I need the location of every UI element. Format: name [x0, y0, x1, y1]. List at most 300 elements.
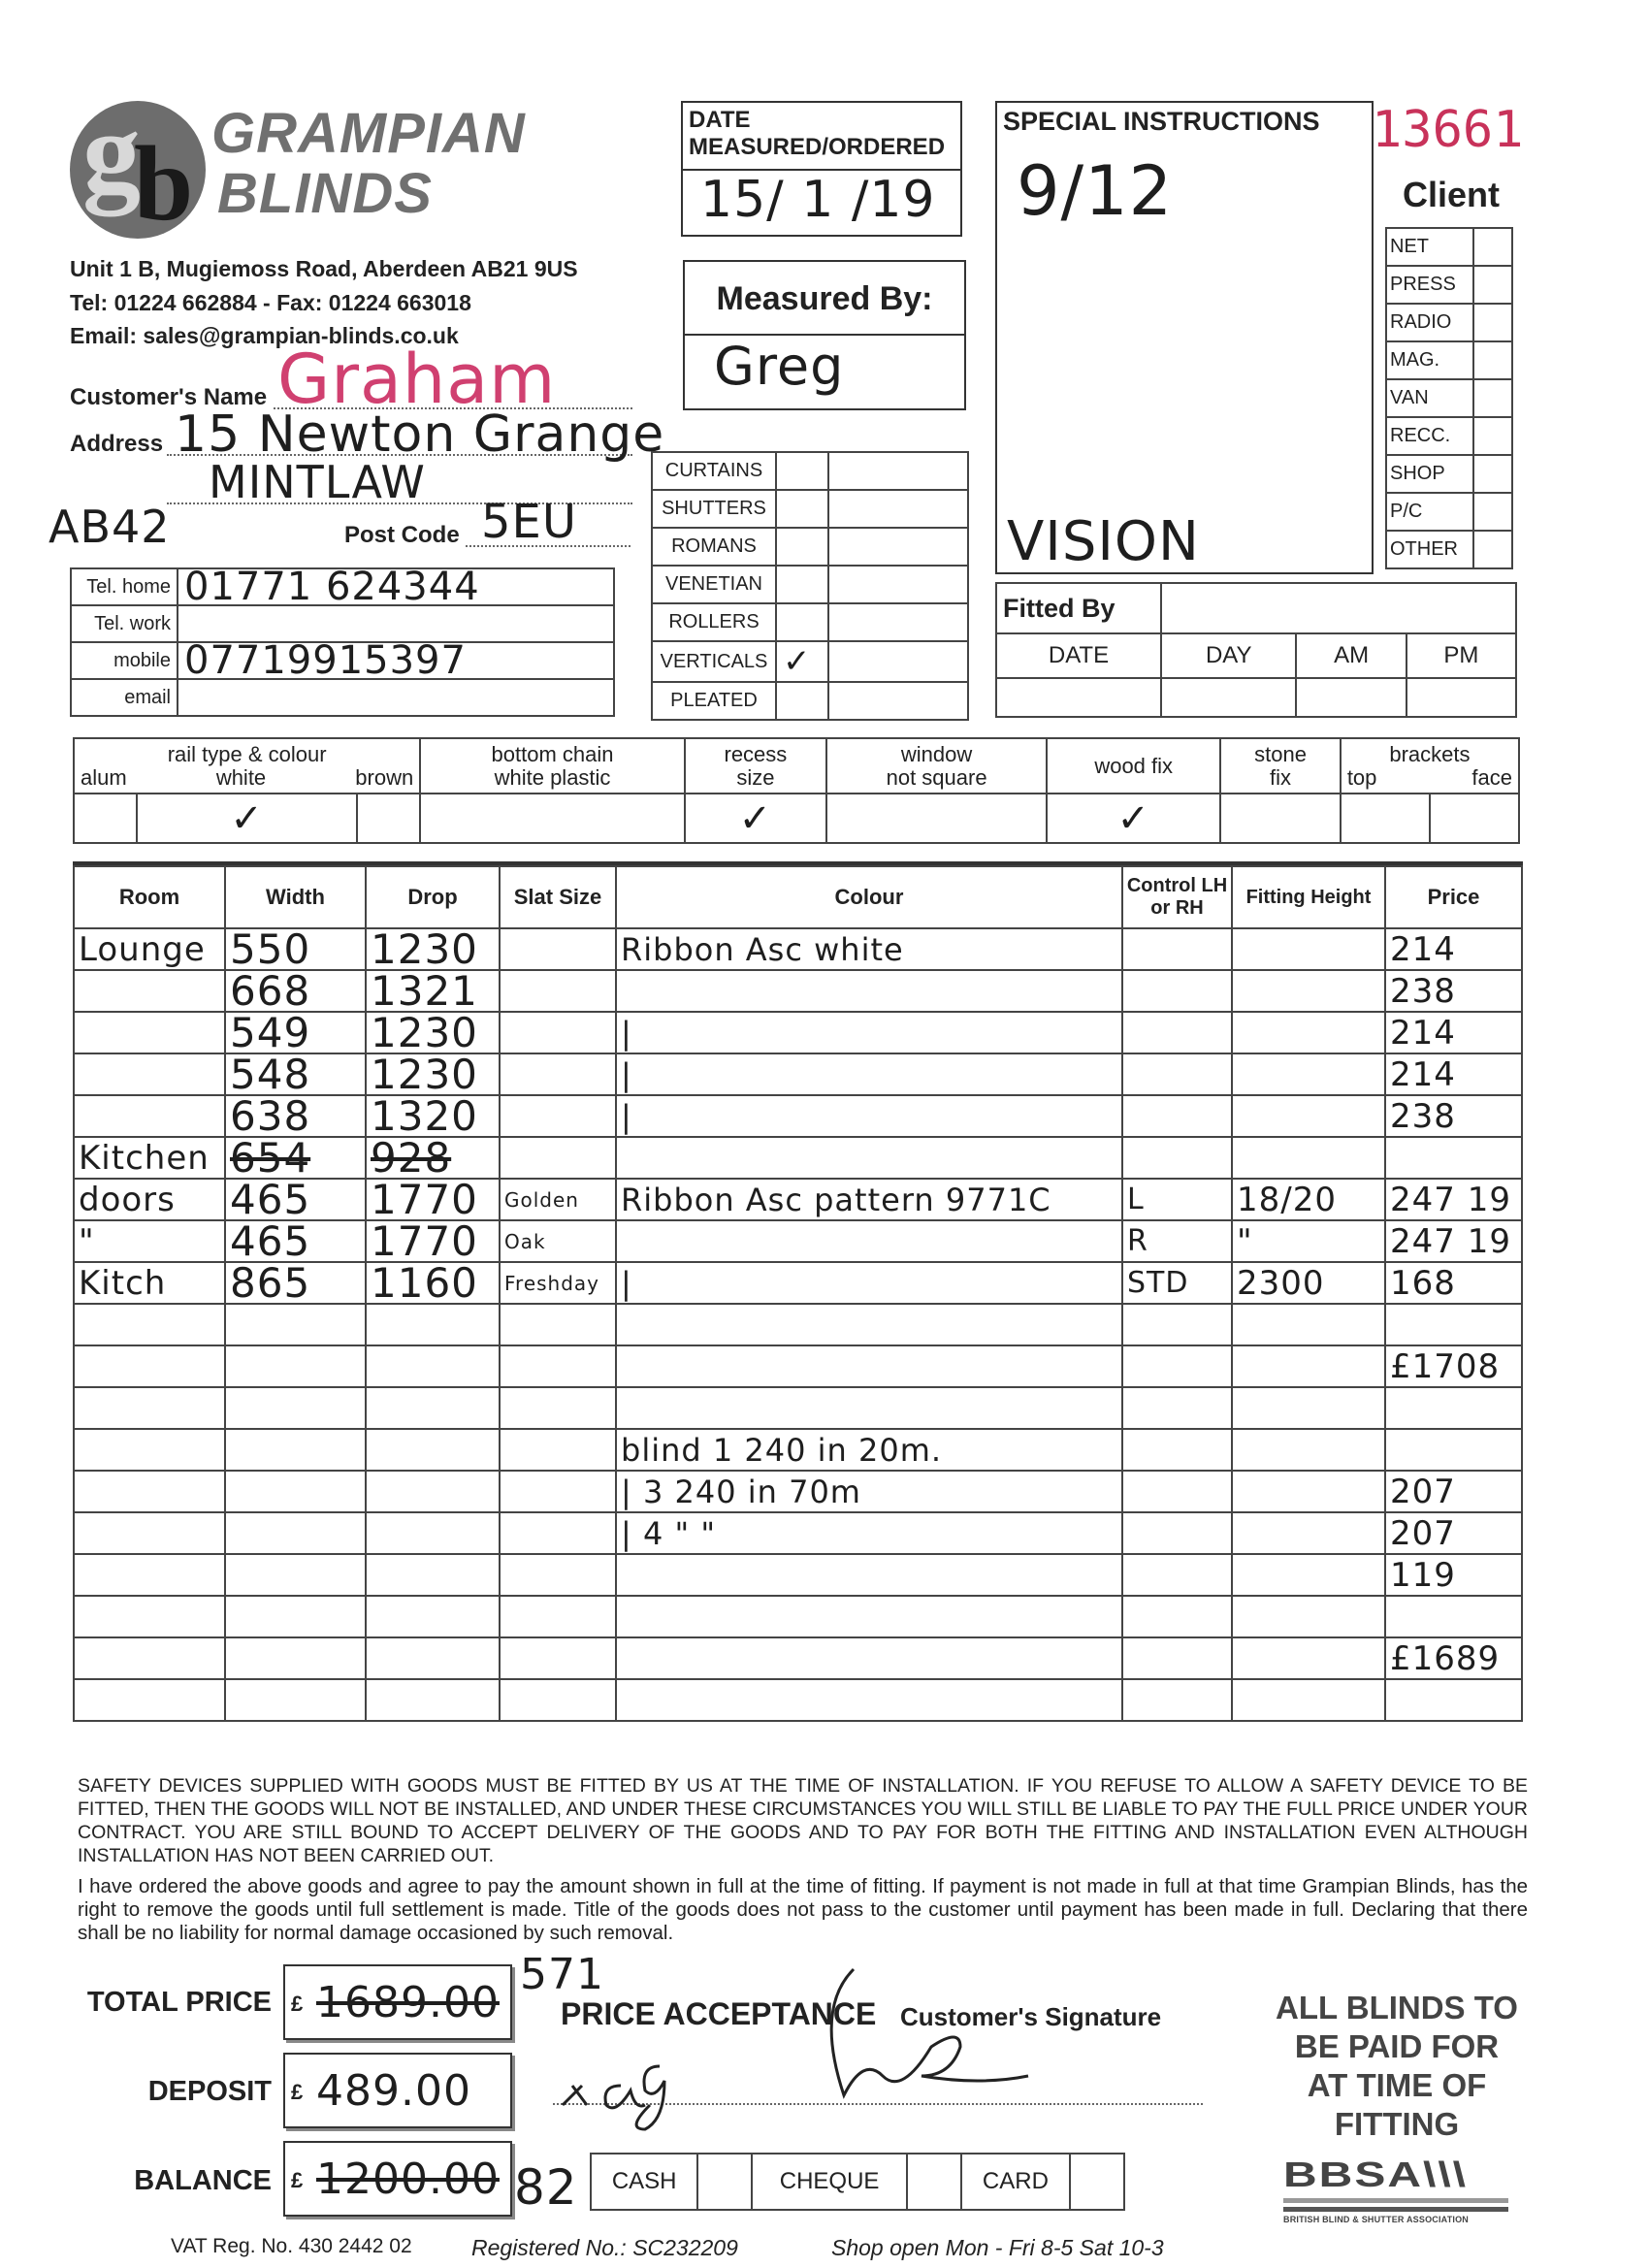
option-checkbox[interactable]: ✓ — [685, 794, 826, 843]
cell-drop[interactable] — [366, 1679, 500, 1721]
blind-type-checkbox[interactable] — [776, 603, 828, 641]
measured-by-value[interactable]: Greg — [714, 336, 845, 397]
cell-room[interactable]: Kitch — [74, 1262, 225, 1304]
cell-colour[interactable]: blind 1 240 in 20m. — [616, 1429, 1122, 1471]
company-phone: Tel: 01224 662884 - Fax: 01224 663018 — [70, 290, 471, 315]
address-line1[interactable]: 15 Newton Grange — [175, 405, 665, 464]
cell-control-lh-or-rh[interactable] — [1122, 1304, 1232, 1345]
total-price-value: 1689.00 — [316, 1978, 500, 2027]
table-row — [74, 1095, 1522, 1137]
date-box — [681, 101, 962, 237]
client-source-row — [1386, 228, 1512, 266]
option-checkbox[interactable] — [826, 794, 1047, 843]
blind-type-notes[interactable] — [828, 603, 968, 641]
cell-colour[interactable]: | — [616, 1262, 1122, 1304]
cell-width[interactable] — [225, 1512, 366, 1554]
table-row — [74, 1137, 1522, 1179]
cell-control-lh-or-rh[interactable] — [1122, 1387, 1232, 1429]
cell-drop[interactable]: 1160 — [366, 1262, 500, 1304]
cell-fitting-height[interactable] — [1232, 1387, 1385, 1429]
option-label: brackets — [1389, 741, 1471, 766]
cell-colour[interactable] — [616, 1387, 1122, 1429]
cell-room[interactable] — [74, 1095, 225, 1137]
cell-width[interactable]: 654 — [225, 1137, 366, 1179]
cell-price[interactable]: 168 — [1385, 1262, 1522, 1304]
cell-fitting-height[interactable] — [1232, 1679, 1385, 1721]
option-checkbox[interactable] — [420, 794, 685, 843]
blind-type-checkbox[interactable] — [776, 682, 828, 720]
payment-card-checkbox[interactable] — [1070, 2154, 1124, 2210]
cell-fitting-height[interactable] — [1232, 1053, 1385, 1095]
cell-room[interactable] — [74, 1554, 225, 1596]
cell-control-lh-or-rh[interactable] — [1122, 1345, 1232, 1387]
blind-type-checkbox[interactable] — [776, 490, 828, 528]
cell-fitting-height[interactable] — [1232, 1554, 1385, 1596]
address-line2[interactable]: MINTLAW — [209, 456, 426, 508]
cell-room[interactable] — [74, 1471, 225, 1512]
cell-slat-size[interactable] — [500, 1387, 616, 1429]
special-instructions-label: SPECIAL INSTRUCTIONS — [1003, 107, 1320, 136]
column-header: Slat Size — [500, 866, 616, 928]
logo-letter-b: b — [134, 124, 194, 243]
cell-drop[interactable] — [366, 1471, 500, 1512]
table-row — [74, 970, 1522, 1012]
option-checkbox[interactable]: ✓ — [137, 794, 357, 843]
cell-price[interactable]: £1708 — [1385, 1345, 1522, 1387]
blind-type-checkbox[interactable]: ✓ — [776, 641, 828, 682]
option-checkbox[interactable] — [1430, 794, 1519, 843]
measured-by-box — [683, 260, 966, 410]
cell-drop[interactable] — [366, 1304, 500, 1345]
fitted-by-column-pm: PM — [1406, 633, 1516, 678]
client-source-row — [1386, 493, 1512, 531]
option-header — [826, 738, 1047, 794]
blind-type-notes[interactable] — [828, 528, 968, 566]
cell-slat-size[interactable] — [500, 1679, 616, 1721]
cell-colour[interactable]: | 3 240 in 70m — [616, 1471, 1122, 1512]
option-header — [74, 738, 420, 794]
cell-control-lh-or-rh[interactable] — [1122, 928, 1232, 970]
cell-width[interactable] — [225, 1554, 366, 1596]
brand-name-line2: BLINDS — [217, 162, 433, 225]
agreement-terms: I have ordered the above goods and agree to pay the amount shown in full at the time of fitting. If payment is not made in full at that time Grampian Blinds, has the right to remove the goods until full settlement is made. Title of the goods does not pass to the customer until payment has been made in full. Declaring that there shall be no liability for normal damage occasioned by such removal. — [78, 1875, 1528, 1944]
cell-room[interactable] — [74, 1679, 225, 1721]
cell-width[interactable]: 638 — [225, 1095, 366, 1137]
cell-room[interactable]: doors — [74, 1179, 225, 1220]
blind-type-notes[interactable] — [828, 452, 968, 490]
cell-price[interactable] — [1385, 1387, 1522, 1429]
cell-fitting-height[interactable] — [1232, 1429, 1385, 1471]
fitted-by-input-pm[interactable] — [1406, 678, 1516, 717]
phone-row — [71, 679, 614, 716]
cell-room[interactable] — [74, 1512, 225, 1554]
blind-type-row — [652, 528, 968, 566]
balance-value: 1200.00 — [316, 2155, 500, 2204]
payment-notice: ALL BLINDS TO BE PAID FOR AT TIME OF FITTING — [1276, 1990, 1518, 2142]
registered-number: Registered No.: SC232209 — [471, 2235, 738, 2260]
client-source-checkbox[interactable] — [1473, 417, 1512, 455]
option-checkbox[interactable] — [357, 794, 420, 843]
cell-room[interactable]: Kitchen — [74, 1137, 225, 1179]
cell-room[interactable]: Lounge — [74, 928, 225, 970]
balance-note: 82 — [514, 2159, 578, 2216]
option-checkbox[interactable] — [1341, 794, 1430, 843]
option-header — [685, 738, 826, 794]
phone-label: email — [71, 679, 178, 716]
cell-fitting-height[interactable] — [1232, 1512, 1385, 1554]
payment-cheque-checkbox[interactable] — [907, 2154, 961, 2210]
cell-price[interactable]: 238 — [1385, 970, 1522, 1012]
cell-price[interactable]: 238 — [1385, 1095, 1522, 1137]
blind-type-label: PLEATED — [652, 682, 776, 720]
phone-row — [71, 568, 614, 605]
special-note-date[interactable]: 9/12 — [1017, 151, 1174, 231]
cell-price[interactable]: 214 — [1385, 1012, 1522, 1053]
safety-terms: SAFETY DEVICES SUPPLIED WITH GOODS MUST BE FITTED BY US AT THE TIME OF INSTALLATION. IF YOU REFUSE TO ALLOW A SAFETY DEVICE TO BE FITTED, THEN THE GOODS WILL NOT BE INSTALLED, AND UNDER THESE CIRCUMSTANCES YOU WILL STILL BE LIABLE TO PAY THE FULL PRICE UNDER YOUR CONTRACT. YOU ARE STILL BOUND TO ACCEPT DELIVERY OF THE GOODS AND TO PAY FOR BOTH THE FITTING AND INSTALLATION EVEN ALTHOUGH INSTALLATION HAS NOT BEEN CARRIED OUT. — [78, 1775, 1528, 1866]
cell-drop[interactable]: 1230 — [366, 1012, 500, 1053]
blind-type-notes[interactable] — [828, 641, 968, 682]
cell-width[interactable] — [225, 1429, 366, 1471]
client-source-label: RECC. — [1386, 417, 1473, 455]
cell-price[interactable]: 207 — [1385, 1471, 1522, 1512]
postcode-suffix[interactable]: 5EU — [481, 495, 577, 549]
client-source-checkbox[interactable] — [1473, 228, 1512, 266]
table-row — [74, 1637, 1522, 1679]
option-label: rail type & colour — [167, 741, 327, 766]
phone-value[interactable] — [178, 679, 614, 716]
cell-slat-size[interactable]: Freshday — [500, 1262, 616, 1304]
vat-number: VAT Reg. No. 430 2442 02 — [171, 2235, 412, 2257]
cell-drop[interactable] — [366, 1345, 500, 1387]
special-instructions-box — [995, 101, 1374, 574]
cell-control-lh-or-rh[interactable] — [1122, 1596, 1232, 1637]
table-row — [74, 1345, 1522, 1387]
total-price-label: TOTAL PRICE — [86, 1987, 272, 2018]
table-row — [74, 1471, 1522, 1512]
option-header — [1047, 738, 1220, 794]
option-header — [420, 738, 685, 794]
cell-control-lh-or-rh[interactable] — [1122, 1053, 1232, 1095]
cell-control-lh-or-rh[interactable] — [1122, 1012, 1232, 1053]
cell-drop[interactable]: 1230 — [366, 928, 500, 970]
cell-control-lh-or-rh[interactable]: L — [1122, 1179, 1232, 1220]
option-label: bottom chain white plastic — [491, 741, 614, 790]
cell-drop[interactable]: 1321 — [366, 970, 500, 1012]
cell-slat-size[interactable] — [500, 1429, 616, 1471]
blind-type-checkbox[interactable] — [776, 528, 828, 566]
cell-width[interactable]: 865 — [225, 1262, 366, 1304]
cell-slat-size[interactable] — [500, 1345, 616, 1387]
date-value[interactable]: 15/ 1 /19 — [700, 171, 936, 229]
cell-control-lh-or-rh[interactable] — [1122, 1137, 1232, 1179]
cell-colour[interactable] — [616, 1596, 1122, 1637]
customer-name[interactable]: Graham — [277, 340, 557, 419]
table-row — [74, 1679, 1522, 1721]
cell-drop[interactable] — [366, 1387, 500, 1429]
table-row — [74, 1053, 1522, 1095]
table-row — [74, 928, 1522, 970]
total-price-box[interactable]: £ 1689.00 — [283, 1964, 512, 2040]
table-row — [74, 1179, 1522, 1220]
cell-drop[interactable] — [366, 1429, 500, 1471]
cell-room[interactable] — [74, 1304, 225, 1345]
option-checkbox[interactable]: ✓ — [1047, 794, 1220, 843]
option-header — [1220, 738, 1341, 794]
client-source-row — [1386, 379, 1512, 417]
cell-width[interactable]: 465 — [225, 1179, 366, 1220]
cell-colour[interactable] — [616, 970, 1122, 1012]
cell-fitting-height[interactable] — [1232, 1137, 1385, 1179]
deposit-value: 489.00 — [316, 2066, 471, 2116]
cell-fitting-height[interactable] — [1232, 1095, 1385, 1137]
cell-room[interactable] — [74, 1596, 225, 1637]
cell-control-lh-or-rh[interactable] — [1122, 1095, 1232, 1137]
logo-letter-g: g — [82, 87, 141, 216]
blind-type-row — [652, 603, 968, 641]
cell-fitting-height[interactable]: 2300 — [1232, 1262, 1385, 1304]
option-sub-label: top — [1346, 764, 1377, 790]
cell-drop[interactable]: 1320 — [366, 1095, 500, 1137]
cell-slat-size[interactable] — [500, 1596, 616, 1637]
option-sub-label: face — [1471, 764, 1512, 790]
cell-drop[interactable] — [366, 1554, 500, 1596]
company-address: Unit 1 B, Mugiemoss Road, Aberdeen AB21 9US — [70, 256, 578, 281]
cell-drop[interactable]: 1770 — [366, 1179, 500, 1220]
cell-fitting-height[interactable]: " — [1232, 1220, 1385, 1262]
cell-room[interactable] — [74, 1387, 225, 1429]
cell-control-lh-or-rh[interactable]: R — [1122, 1220, 1232, 1262]
cell-slat-size[interactable] — [500, 1512, 616, 1554]
client-source-label: OTHER — [1386, 531, 1473, 568]
blind-type-notes[interactable] — [828, 490, 968, 528]
fitted-by-input-day[interactable] — [1161, 678, 1296, 717]
cell-drop[interactable]: 928 — [366, 1137, 500, 1179]
option-sub-label: alum — [81, 764, 127, 790]
blind-type-notes[interactable] — [828, 682, 968, 720]
client-source-label: NET — [1386, 228, 1473, 266]
phone-table — [70, 567, 615, 717]
client-source-row — [1386, 531, 1512, 568]
cell-control-lh-or-rh[interactable] — [1122, 1512, 1232, 1554]
special-note-vision[interactable]: VISION — [1007, 510, 1200, 573]
client-source-checkbox[interactable] — [1473, 379, 1512, 417]
phone-value[interactable] — [178, 605, 614, 642]
cell-width[interactable]: 549 — [225, 1012, 366, 1053]
phone-row — [71, 642, 614, 679]
cell-room[interactable] — [74, 1637, 225, 1679]
cell-price[interactable]: 207 — [1385, 1512, 1522, 1554]
table-row — [74, 1387, 1522, 1429]
payment-cash-checkbox[interactable] — [697, 2154, 752, 2210]
cell-width[interactable]: 550 — [225, 928, 366, 970]
cell-control-lh-or-rh[interactable] — [1122, 1637, 1232, 1679]
cell-room[interactable] — [74, 1012, 225, 1053]
deposit-box[interactable]: £ 489.00 — [283, 2053, 512, 2128]
options-table — [73, 737, 1520, 844]
blind-type-checkbox[interactable] — [776, 566, 828, 603]
cell-fitting-height[interactable] — [1232, 1012, 1385, 1053]
cell-slat-size[interactable] — [500, 1554, 616, 1596]
blind-type-row — [652, 452, 968, 490]
client-source-table — [1385, 227, 1513, 569]
client-source-checkbox[interactable] — [1473, 531, 1512, 568]
option-label: stone fix — [1254, 741, 1307, 790]
cell-width[interactable]: 548 — [225, 1053, 366, 1095]
cell-price[interactable] — [1385, 1429, 1522, 1471]
cell-slat-size[interactable] — [500, 970, 616, 1012]
client-source-checkbox[interactable] — [1473, 493, 1512, 531]
brand-name-line1: GRAMPIAN — [211, 102, 526, 165]
cell-control-lh-or-rh[interactable]: STD — [1122, 1262, 1232, 1304]
fitted-by-input[interactable] — [1161, 583, 1516, 633]
cell-width[interactable] — [225, 1679, 366, 1721]
table-row — [74, 1429, 1522, 1471]
option-label: wood fix — [1094, 753, 1174, 778]
cell-price[interactable] — [1385, 1596, 1522, 1637]
cell-control-lh-or-rh[interactable] — [1122, 1471, 1232, 1512]
cell-slat-size[interactable]: Golden — [500, 1179, 616, 1220]
cell-slat-size[interactable] — [500, 1304, 616, 1345]
column-header: Room — [74, 866, 225, 928]
bbsa-name: BRITISH BLIND & SHUTTER ASSOCIATION — [1283, 2215, 1469, 2224]
cell-control-lh-or-rh[interactable] — [1122, 1679, 1232, 1721]
phone-value[interactable]: 07719915397 — [178, 642, 614, 679]
cell-width[interactable] — [225, 1596, 366, 1637]
cell-colour[interactable] — [616, 1679, 1122, 1721]
cell-slat-size[interactable] — [500, 928, 616, 970]
column-header: Width — [225, 866, 366, 928]
cell-slat-size[interactable] — [500, 1637, 616, 1679]
cell-colour[interactable] — [616, 1345, 1122, 1387]
cell-fitting-height[interactable] — [1232, 1304, 1385, 1345]
cell-price[interactable] — [1385, 1679, 1522, 1721]
total-price-note: 571 — [520, 1950, 604, 1999]
blind-type-label: VENETIAN — [652, 566, 776, 603]
cell-width[interactable] — [225, 1387, 366, 1429]
cell-fitting-height[interactable] — [1232, 1596, 1385, 1637]
cell-slat-size[interactable] — [500, 1012, 616, 1053]
customer-name-label: Customer's Name — [70, 384, 268, 410]
client-source-checkbox[interactable] — [1473, 266, 1512, 304]
cell-room[interactable] — [74, 1429, 225, 1471]
client-source-label: P/C — [1386, 493, 1473, 531]
cell-colour[interactable] — [616, 1137, 1122, 1179]
cell-price[interactable]: 119 — [1385, 1554, 1522, 1596]
cell-colour[interactable] — [616, 1220, 1122, 1262]
cell-control-lh-or-rh[interactable] — [1122, 970, 1232, 1012]
cell-slat-size[interactable]: Oak — [500, 1220, 616, 1262]
cell-room[interactable] — [74, 1053, 225, 1095]
cell-fitting-height[interactable] — [1232, 1637, 1385, 1679]
column-header: Control LH or RH — [1122, 866, 1232, 928]
fitted-by-label: Fitted By — [996, 583, 1161, 633]
option-checkbox[interactable] — [1220, 794, 1341, 843]
table-row — [74, 1220, 1522, 1262]
column-header: Price — [1385, 866, 1522, 928]
cell-colour[interactable]: | — [616, 1053, 1122, 1095]
cell-drop[interactable] — [366, 1512, 500, 1554]
cell-control-lh-or-rh[interactable] — [1122, 1554, 1232, 1596]
cell-slat-size[interactable] — [500, 1053, 616, 1095]
blind-type-row — [652, 566, 968, 603]
cell-colour[interactable]: | — [616, 1012, 1122, 1053]
cell-fitting-height[interactable] — [1232, 1345, 1385, 1387]
phone-value[interactable]: 01771 624344 — [178, 568, 614, 605]
date-label: DATE MEASURED/ORDERED — [683, 103, 960, 171]
cell-width[interactable]: 465 — [225, 1220, 366, 1262]
cell-width[interactable] — [225, 1471, 366, 1512]
column-header: Fitting Height — [1232, 866, 1385, 928]
phone-row — [71, 605, 614, 642]
cell-price[interactable]: 214 — [1385, 928, 1522, 970]
cell-colour[interactable] — [616, 1554, 1122, 1596]
cell-price[interactable] — [1385, 1137, 1522, 1179]
fitted-by-input-am[interactable] — [1296, 678, 1406, 717]
cell-colour[interactable]: | 4 " " — [616, 1512, 1122, 1554]
blind-type-notes[interactable] — [828, 566, 968, 603]
cell-width[interactable] — [225, 1304, 366, 1345]
cell-colour[interactable]: Ribbon Asc white — [616, 928, 1122, 970]
cell-colour[interactable]: | — [616, 1095, 1122, 1137]
cell-colour[interactable] — [616, 1304, 1122, 1345]
blind-type-row — [652, 641, 968, 682]
balance-box[interactable]: £ 1200.00 — [283, 2141, 512, 2217]
client-source-checkbox[interactable] — [1473, 341, 1512, 379]
fitted-by-input-date[interactable] — [996, 678, 1161, 717]
cell-width[interactable]: 668 — [225, 970, 366, 1012]
cell-drop[interactable]: 1770 — [366, 1220, 500, 1262]
cell-price[interactable] — [1385, 1304, 1522, 1345]
cell-slat-size[interactable] — [500, 1137, 616, 1179]
column-header: Drop — [366, 866, 500, 928]
payment-card-label: CARD — [961, 2154, 1070, 2210]
client-source-label: PRESS — [1386, 266, 1473, 304]
client-source-checkbox[interactable] — [1473, 455, 1512, 493]
cell-room[interactable] — [74, 970, 225, 1012]
balance-label: BALANCE — [134, 2165, 272, 2196]
cell-colour[interactable]: Ribbon Asc pattern 9771C — [616, 1179, 1122, 1220]
bbsa-logo: BBSA\\\ BRITISH BLIND & SHUTTER ASSOCIATION — [1283, 2159, 1508, 2224]
cell-slat-size[interactable] — [500, 1471, 616, 1512]
fitted-by-table — [995, 582, 1517, 718]
cell-fitting-height[interactable] — [1232, 1471, 1385, 1512]
cell-slat-size[interactable] — [500, 1095, 616, 1137]
table-row — [74, 1554, 1522, 1596]
client-source-label: VAN — [1386, 379, 1473, 417]
client-source-checkbox[interactable] — [1473, 304, 1512, 341]
cell-fitting-height[interactable] — [1232, 928, 1385, 970]
cell-width[interactable] — [225, 1637, 366, 1679]
cell-price[interactable]: 247 19 — [1385, 1220, 1522, 1262]
cell-price[interactable]: 214 — [1385, 1053, 1522, 1095]
postcode-prefix[interactable]: AB42 — [48, 501, 171, 553]
cell-drop[interactable]: 1230 — [366, 1053, 500, 1095]
cell-price[interactable]: 247 19 — [1385, 1179, 1522, 1220]
cell-room[interactable]: " — [74, 1220, 225, 1262]
cell-drop[interactable] — [366, 1596, 500, 1637]
cell-colour[interactable] — [616, 1637, 1122, 1679]
cell-room[interactable] — [74, 1345, 225, 1387]
cell-fitting-height[interactable]: 18/20 — [1232, 1179, 1385, 1220]
blind-type-checkbox[interactable] — [776, 452, 828, 490]
cell-width[interactable] — [225, 1345, 366, 1387]
option-checkbox[interactable] — [74, 794, 137, 843]
blind-type-label: SHUTTERS — [652, 490, 776, 528]
cell-drop[interactable] — [366, 1637, 500, 1679]
cell-control-lh-or-rh[interactable] — [1122, 1429, 1232, 1471]
cell-fitting-height[interactable] — [1232, 970, 1385, 1012]
cell-price[interactable]: £1689 — [1385, 1637, 1522, 1679]
